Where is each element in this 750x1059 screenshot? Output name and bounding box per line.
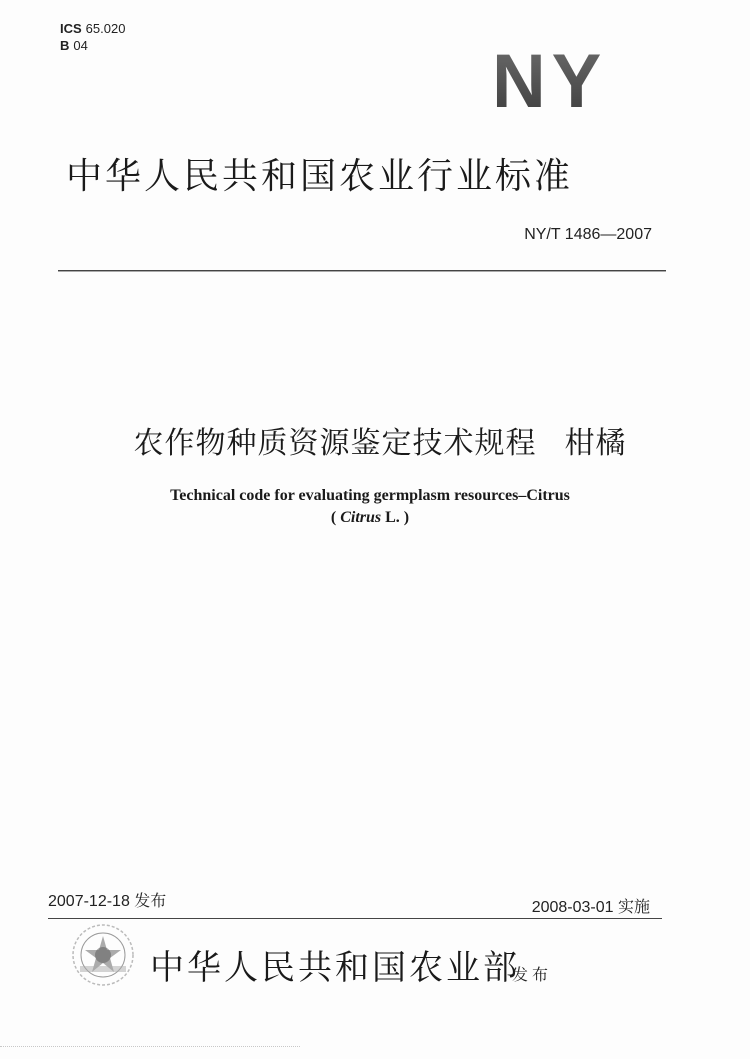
latin-close: L. ) [381,509,410,526]
class-code [60,37,125,54]
footer-divider [48,918,662,919]
scan-edge-line [0,1046,300,1048]
ny-logo: NY [492,39,608,124]
issue-date: 2007-12-18 发布 [48,893,167,910]
latin-genus: Citrus [340,509,382,526]
class-label: B [60,38,70,53]
english-title-line: Technical code for evaluating germplasm resources–Citrus [170,487,570,504]
standard-title: 中华人民共和国农业行业标准 [66,156,574,197]
document-title-crop: 柑橘 [564,426,627,461]
latin-open: ( [330,509,341,526]
header-divider [58,270,666,272]
document-title-english [60,485,680,529]
class-value: 04 [73,38,88,53]
publish-label: 发布 [512,965,553,984]
document-title-chinese [60,418,700,462]
ics-label: ICS [60,21,82,36]
ics-code [60,20,125,37]
implementation-date: 2008-03-01 实施 [531,899,650,916]
latin-name-line [60,507,680,529]
standard-number: NY/T 1486—2007 [524,226,652,243]
ministry-seal-icon [70,922,136,988]
publisher-name: 中华人民共和国农业部 [150,948,520,988]
ics-value: 65.020 [85,21,126,36]
document-title-main: 农作物种质资源鉴定技术规程 [133,426,537,461]
classification-codes [60,20,125,54]
